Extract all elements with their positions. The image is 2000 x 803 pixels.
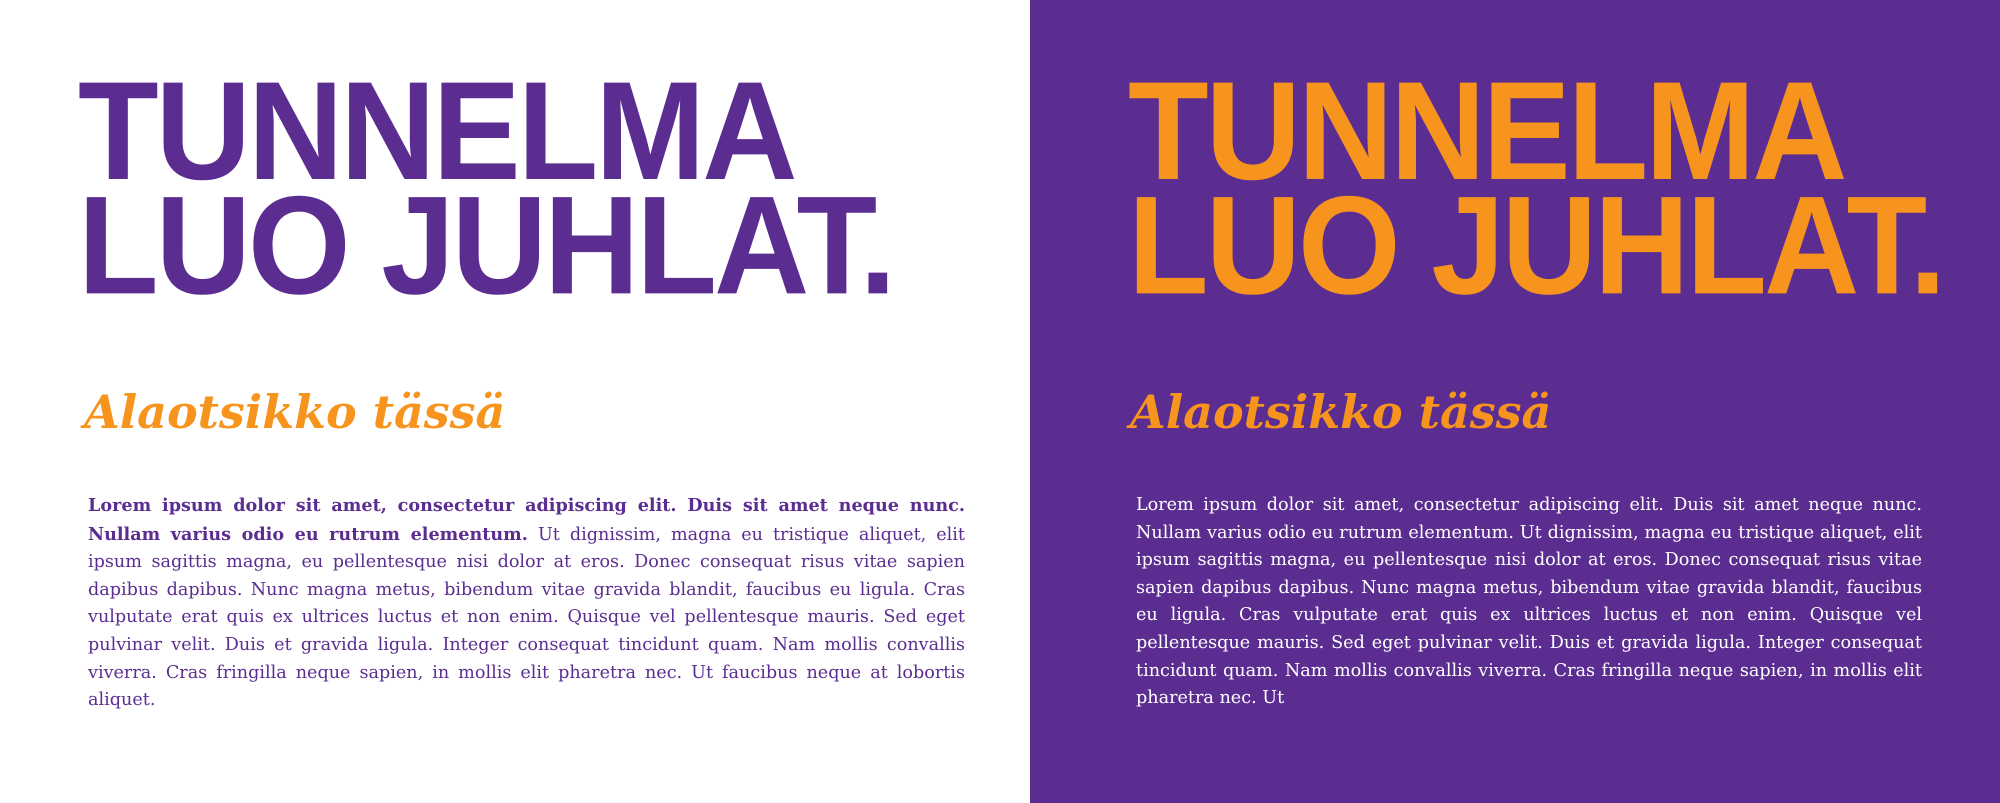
dark-panel [1030,0,2000,803]
headline-inverted-line-2: LUO JUHLAT. [1128,167,1944,324]
headline-line-2: LUO JUHLAT. [78,167,894,324]
body-lead-bold: Lorem ipsum dolor sit amet, consectetur adipiscing elit. Duis sit amet neque nunc. Nullam varius odio eu rutrum elementum. [88,495,965,545]
headline [78,52,894,324]
body-rest: Ut dignissim, magna eu tristique aliquet, elit ipsum sagittis magna, eu pellentesque nisi dolor at eros. Donec consequat risus vitae sapien dapibus dapibus. Nunc magna metus, bibendum vitae gravida blandit, faucibus eu ligula. Cras vulputate erat quis ex ultrices luctus et non enim. Quisque vel pellentesque mauris. Sed eget pulvinar velit. Duis et gravida ligula. Integer consequat tincidunt quam. Nam mollis convallis viverra. Cras fringilla neque sapien, in mollis elit pharetra nec. Ut faucibus neque at lobortis aliquet. [88,524,965,711]
subtitle: Alaotsikko tässä [84,385,506,439]
headline-inverted [1128,52,1944,324]
body-paragraph-inverted: Lorem ipsum dolor sit amet, consectetur adipiscing elit. Duis sit amet neque nunc. Nullam varius odio eu rutrum elementum. Ut dignissim, magna eu tristique aliquet, elit ipsum sagittis magna, eu pellentesque nisi dolor at eros. Donec consequat risus vitae sapien dapibus dapibus. Nunc magna metus, bibendum vitae gravida blandit, faucibus eu ligula. Cras vulputate erat quis ex ultrices luctus et non enim. Quisque vel pellentesque mauris. Sed eget pulvinar velit. Duis et gravida ligula. Integer consequat tincidunt quam. Nam mollis convallis viverra. Cras fringilla neque sapien, in mollis elit pharetra nec. Ut [1136,495,1922,709]
subtitle-inverted: Alaotsikko tässä [1130,385,1552,439]
headline-inverted-line-1: TUNNELMA [1128,52,1845,209]
headline-line-1: TUNNELMA [78,52,795,209]
body-paragraph [88,492,965,715]
